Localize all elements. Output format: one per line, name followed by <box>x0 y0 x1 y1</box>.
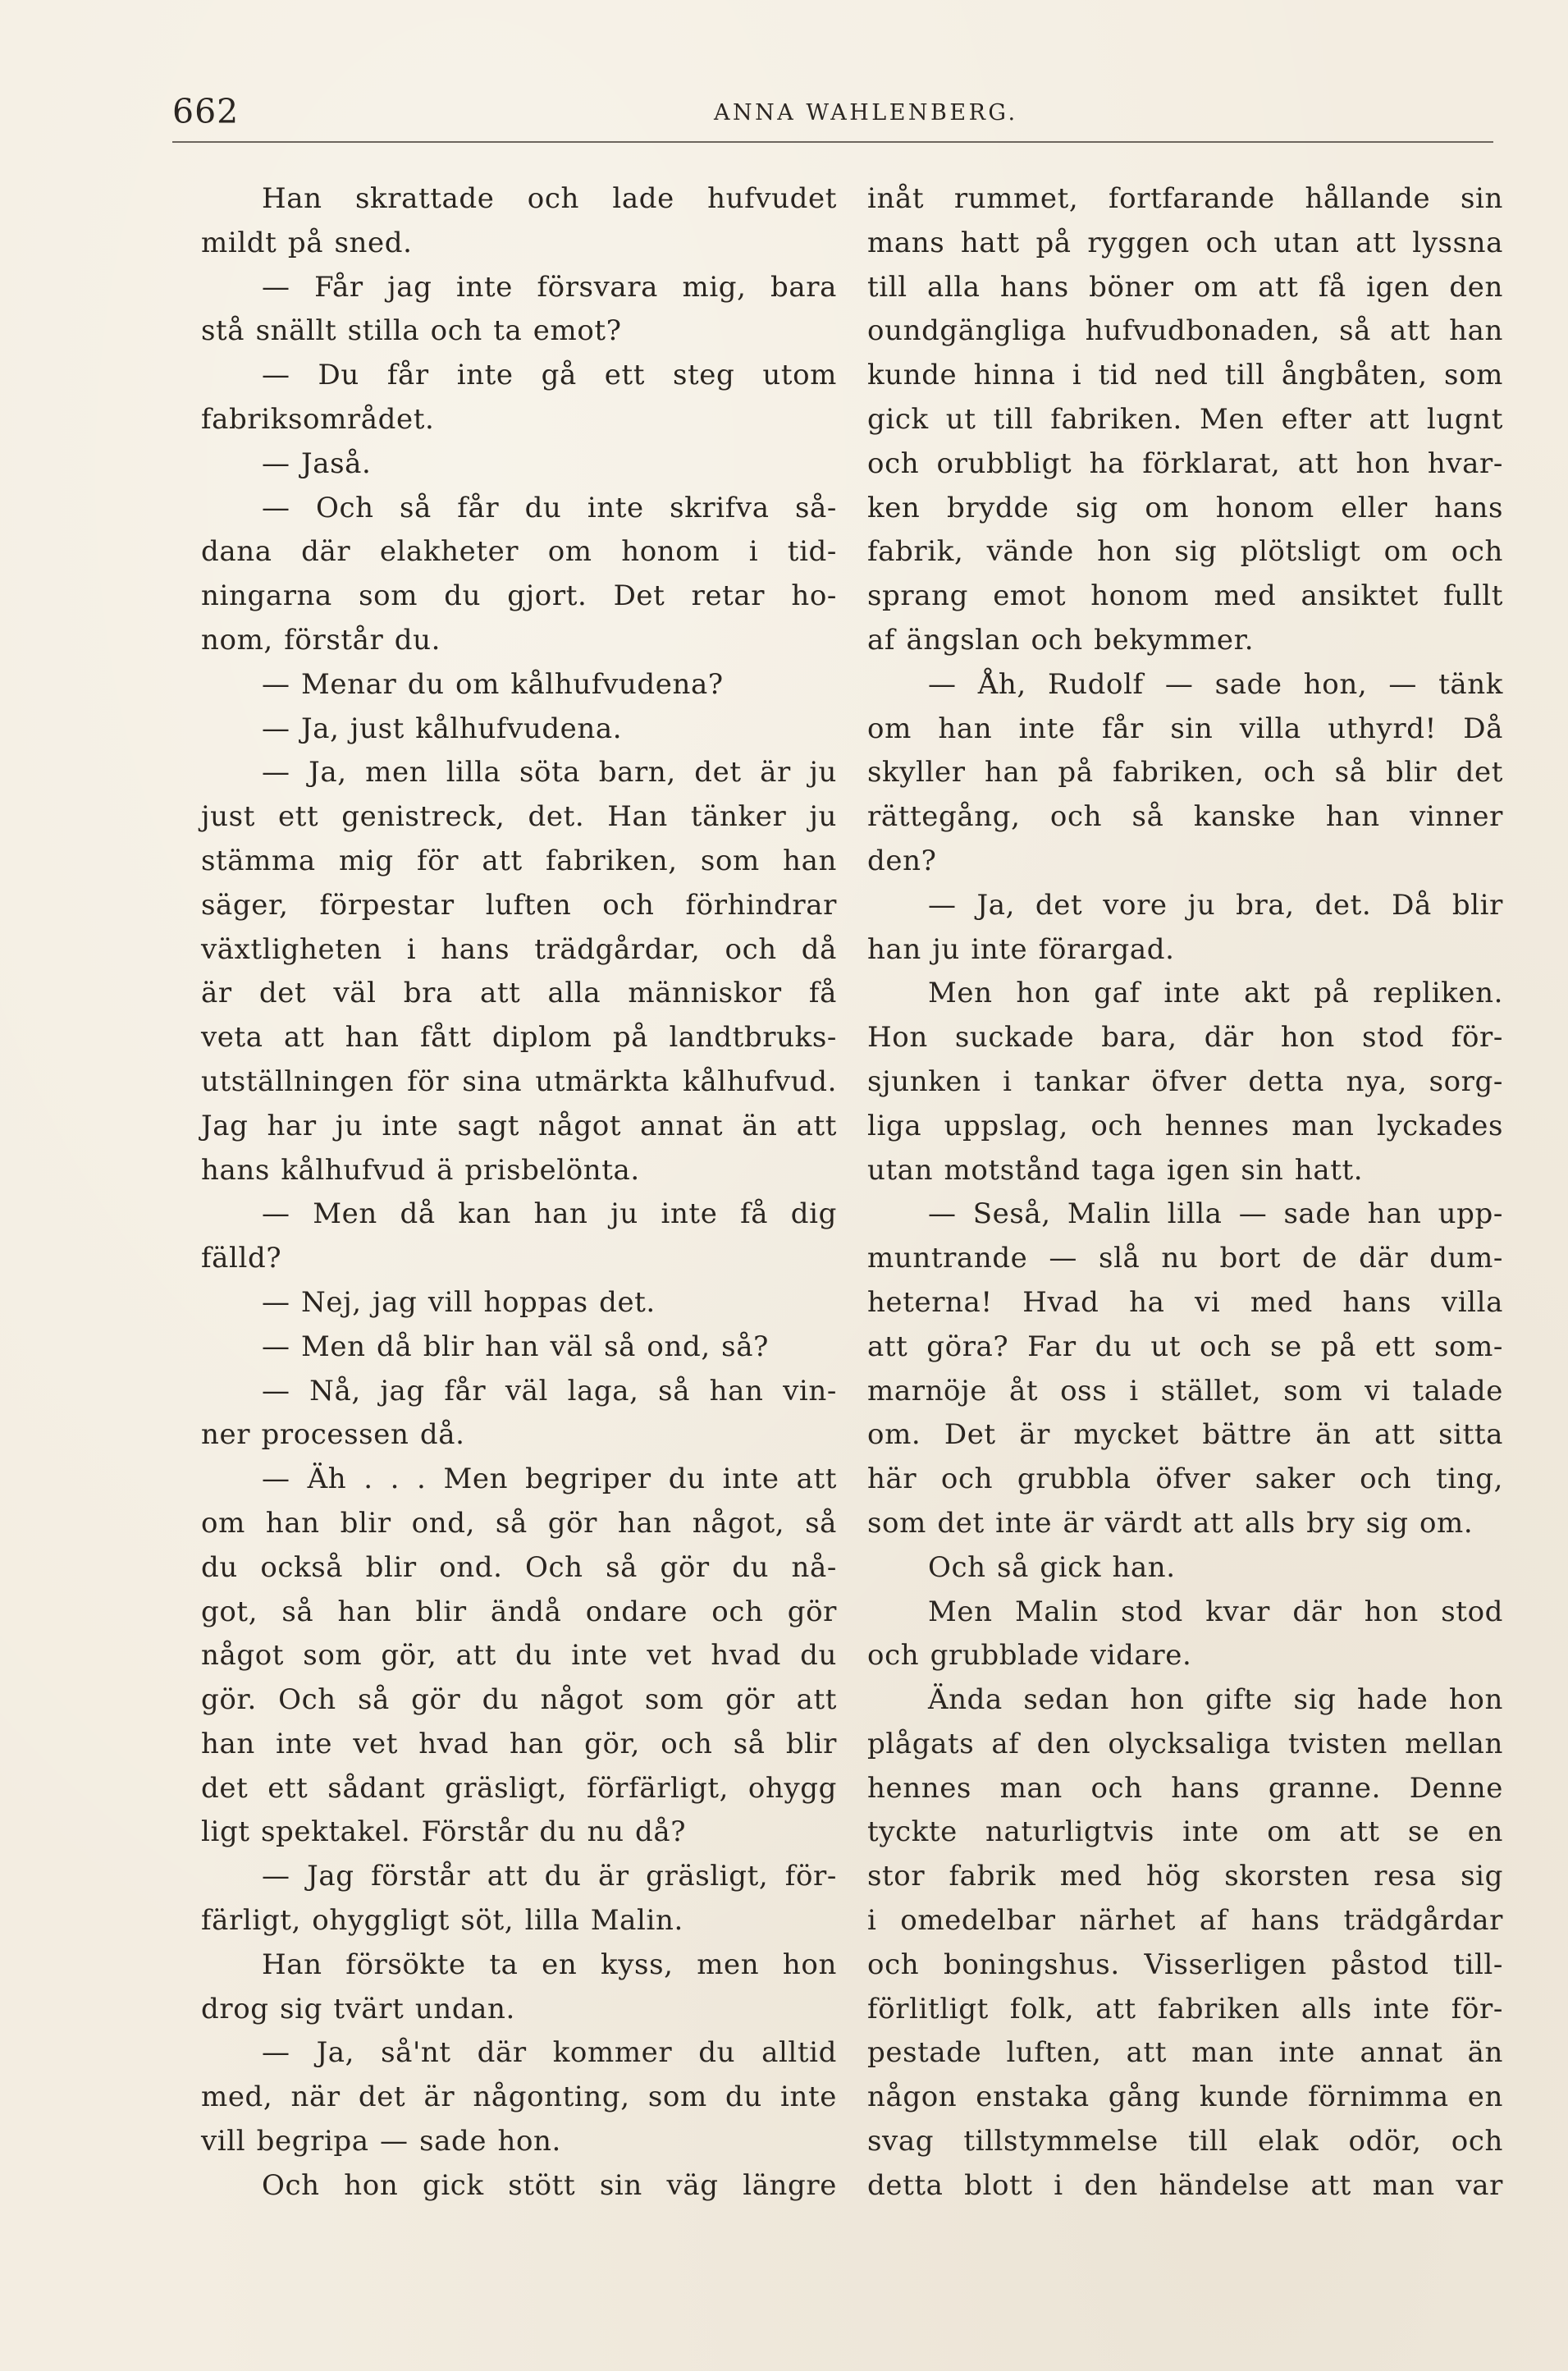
text-line: — Ja, så'nt där kommer du alltid <box>262 2036 837 2070</box>
text-line: fabriksområdet. <box>201 402 435 436</box>
text-line: sjunken i tankar öfver detta nya, sorg- <box>867 1064 1503 1098</box>
text-line: af ängslan och bekymmer. <box>867 623 1255 657</box>
text-line: veta att han fått diplom på landtbruks- <box>201 1021 837 1055</box>
text-line: detta blott i den händelse att man var <box>867 2168 1503 2202</box>
text-line: svag tillstymmelse till elak odör, och <box>867 2125 1503 2158</box>
text-line: muntrande — slå nu bort de där dum- <box>867 1242 1503 1275</box>
text-line: — Får jag inte försvara mig, bara <box>262 270 837 304</box>
text-line: tyckte naturligtvis inte om att se en <box>867 1815 1503 1849</box>
text-line: något som gör, att du inte vet hvad du <box>201 1639 837 1673</box>
text-line: med, när det är någonting, som du inte <box>201 2080 837 2114</box>
text-line: — Men då blir han väl så ond, så? <box>262 1330 769 1363</box>
text-line: — Ja, men lilla söta barn, det är ju <box>262 756 837 790</box>
text-line: drog sig tvärt undan. <box>201 1992 515 2025</box>
text-line: rättegång, och så kanske han vinner <box>867 800 1503 834</box>
text-line: marnöje åt oss i stället, som vi talade <box>867 1374 1503 1407</box>
text-line: dana där elakheter om honom i tid- <box>201 535 837 569</box>
text-line: utställningen för sina utmärkta kålhufvud. <box>201 1064 837 1098</box>
text-line: — Och så får du inte skrifva så- <box>262 491 837 524</box>
text-line: Ända sedan hon gifte sig hade hon <box>928 1683 1503 1717</box>
text-line: Och så gick han. <box>928 1550 1176 1584</box>
text-line: Han försökte ta en kyss, men hon <box>262 1948 837 1981</box>
text-line: här och grubbla öfver saker och ting, <box>867 1462 1503 1496</box>
left-column <box>201 177 837 2209</box>
text-line: just ett genistreck, det. Han tänker ju <box>201 800 837 834</box>
text-line: Hon suckade bara, där hon stod för- <box>867 1021 1503 1055</box>
text-line: Men hon gaf inte akt på repliken. <box>928 977 1503 1010</box>
text-line: — Ja, det vore ju bra, det. Då blir <box>928 888 1503 922</box>
text-line: — Äh . . . Men begriper du inte att <box>262 1462 837 1496</box>
text-line: kunde hinna i tid ned till ångbåten, som <box>867 359 1503 392</box>
text-line: är det väl bra att alla människor få <box>201 977 837 1010</box>
text-line: skyller han på fabriken, och så blir det <box>867 756 1503 790</box>
text-line: Men Malin stod kvar där hon stod <box>928 1595 1503 1628</box>
text-line: — Ja, just kålhufvudena. <box>262 712 623 745</box>
header-rule <box>172 141 1493 143</box>
text-line: förlitligt folk, att fabriken alls inte för- <box>867 1992 1503 2025</box>
text-line: hans kålhufvud ä prisbelönta. <box>201 1153 640 1187</box>
text-line: — Men då kan han ju inte få dig <box>262 1197 837 1231</box>
text-line: att göra? Far du ut och se på ett som- <box>867 1330 1503 1363</box>
text-line: ner processen då. <box>201 1418 465 1452</box>
text-line: mans hatt på ryggen och utan att lyssna <box>867 226 1503 259</box>
text-line: Jag har ju inte sagt något annat än att <box>201 1109 837 1142</box>
text-line: nom, förstår du. <box>201 623 441 657</box>
page-header <box>172 92 1489 141</box>
text-line: gör. Och så gör du något som gör att <box>201 1683 837 1717</box>
text-line: han ju inte förargad. <box>867 932 1175 966</box>
text-line: stå snällt stilla och ta emot? <box>201 314 622 348</box>
text-line: i omedelbar närhet af hans trädgårdar <box>867 1904 1503 1938</box>
text-line: ken brydde sig om honom eller hans <box>867 491 1503 524</box>
text-line: till alla hans böner om att få igen den <box>867 270 1503 304</box>
page-number: 662 <box>172 92 240 131</box>
right-column <box>867 177 1503 2209</box>
text-line: om. Det är mycket bättre än att sitta <box>867 1418 1503 1452</box>
text-line: plågats af den olycksaliga tvisten mellan <box>867 1727 1503 1760</box>
text-line: han inte vet hvad han gör, och så blir <box>201 1727 837 1760</box>
text-line: pestade luften, att man inte annat än <box>867 2036 1503 2070</box>
text-line: — Jaså. <box>262 446 372 480</box>
text-line: Och hon gick stött sin väg längre <box>262 2168 837 2202</box>
text-line: — Jag förstår att du är gräsligt, för- <box>262 1860 837 1893</box>
text-line: gick ut till fabriken. Men efter att lugnt <box>867 402 1503 436</box>
text-line: som det inte är värdt att alls bry sig om. <box>867 1506 1474 1540</box>
text-line: och boningshus. Visserligen påstod till- <box>867 1948 1503 1981</box>
text-line: det ett sådant gräsligt, förfärligt, ohygg <box>201 1771 837 1805</box>
text-line: — Seså, Malin lilla — sade han upp- <box>928 1197 1503 1231</box>
text-line: växtligheten i hans trädgårdar, och då <box>201 932 837 966</box>
text-line: heterna! Hvad ha vi med hans villa <box>867 1285 1503 1319</box>
text-line: — Nej, jag vill hoppas det. <box>262 1285 656 1319</box>
running-head: ANNA WAHLENBERG. <box>714 100 1018 126</box>
text-line: inåt rummet, fortfarande hållande sin <box>867 182 1503 215</box>
text-line: oundgängliga hufvudbonaden, så att han <box>867 314 1503 348</box>
text-line: stämma mig för att fabriken, som han <box>201 844 837 877</box>
text-line: fälld? <box>201 1242 282 1275</box>
text-line: sprang emot honom med ansiktet fullt <box>867 579 1503 613</box>
text-line: — Åh, Rudolf — sade hon, — tänk <box>928 667 1503 701</box>
text-line: ligt spektakel. Förstår du nu då? <box>201 1815 687 1849</box>
text-line: säger, förpestar luften och förhindrar <box>201 888 837 922</box>
text-line: färligt, ohyggligt söt, lilla Malin. <box>201 1904 683 1938</box>
text-line: Han skrattade och lade hufvudet <box>262 182 837 215</box>
text-line: mildt på sned. <box>201 226 413 259</box>
text-line: någon enstaka gång kunde förnimma en <box>867 2080 1503 2114</box>
text-line: om han blir ond, så gör han något, så <box>201 1506 837 1540</box>
text-line: du också blir ond. Och så gör du nå- <box>201 1550 837 1584</box>
text-line: — Menar du om kålhufvudena? <box>262 667 724 701</box>
text-line: — Nå, jag får väl laga, så han vin- <box>262 1374 837 1407</box>
text-line: och orubbligt ha förklarat, att hon hvar- <box>867 446 1503 480</box>
text-line: och grubblade vidare. <box>867 1639 1192 1673</box>
text-line: ningarna som du gjort. Det retar ho- <box>201 579 837 613</box>
text-line: hennes man och hans granne. Denne <box>867 1771 1503 1805</box>
text-line: stor fabrik med hög skorsten resa sig <box>867 1860 1503 1893</box>
text-line: utan motstånd taga igen sin hatt. <box>867 1153 1364 1187</box>
text-line: got, så han blir ändå ondare och gör <box>201 1595 837 1628</box>
text-line: fabrik, vände hon sig plötsligt om och <box>867 535 1503 569</box>
text-line: — Du får inte gå ett steg utom <box>262 359 837 392</box>
text-line: liga uppslag, och hennes man lyckades <box>867 1109 1503 1142</box>
text-line: den? <box>867 844 937 877</box>
text-line: vill begripa — sade hon. <box>201 2125 561 2158</box>
text-line: om han inte får sin villa uthyrd! Då <box>867 712 1503 745</box>
